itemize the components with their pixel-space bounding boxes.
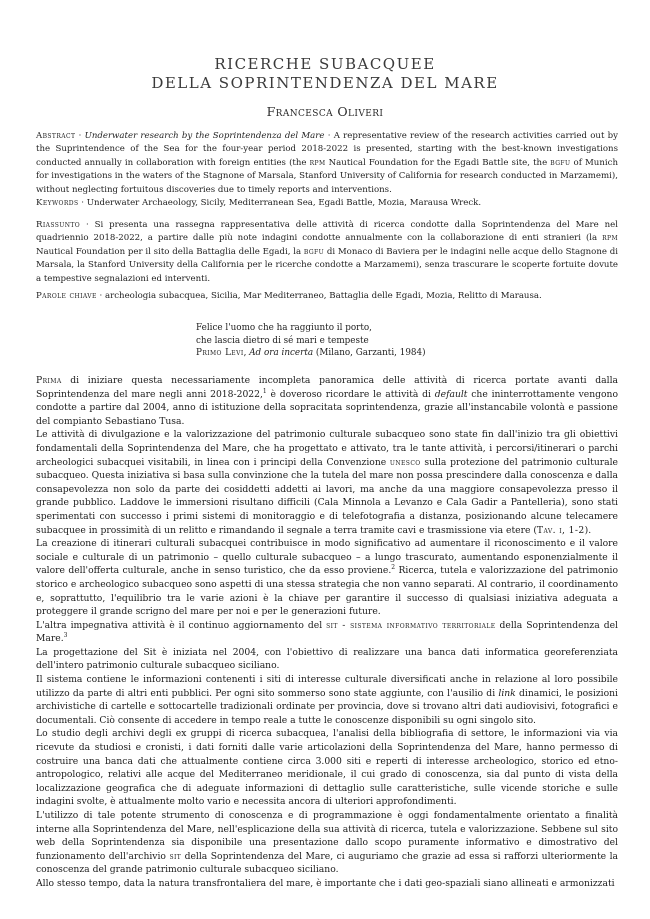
title-line-1: RICERCHE SUBACQUEE <box>214 55 436 73</box>
epigraph-source <box>196 347 596 360</box>
abstract-title: Underwater research by the Soprintendenza del Mare <box>84 131 325 141</box>
abstract-block <box>36 130 618 197</box>
abstract-text-a: · A representative review of the research activities carried out by the Suprintendence of the Sea for the four-year period 2018-2022 is presented, starting with the best-known investigations conducted annually in collaboration with foreign entities (the <box>36 131 618 168</box>
riassunto-rpm: rpm <box>602 233 618 244</box>
riassunto-text-c: di Monaco di Baviera per le indagini nelle acque dello Stagnone di Marsala, la Stanford University della California per le ricerche condotte a Marzamemi), senza trascurare le scoperte fortuite dovute a tempestive segnalazioni ed interventi. <box>36 246 618 284</box>
p6-link: link <box>498 687 516 699</box>
body-text <box>36 374 618 891</box>
p4-b: della Soprintendenza del Mare. <box>36 619 618 645</box>
title-line-2: DELLA SOPRINTENDENZA DEL MARE <box>151 74 499 92</box>
epigraph-line-2: che lascia dietro di sé mari e tempeste <box>196 335 369 346</box>
parole-chiave-text: · archeologia subacquea, Sicilia, Mar Mediterraneo, Battaglia delle Egadi, Mozia, Relitto di Marausa. <box>96 291 542 301</box>
p4-a: L'altra impegnativa attività è il continuo aggiornamento del <box>36 619 327 631</box>
keywords-text: · Underwater Archaeology, Sicily, Mediterranean Sea, Egadi Battle, Mozia, Marausa Wreck. <box>78 198 482 208</box>
paragraph-5: La progettazione del Sit è iniziata nel 2004, con l'obiettivo di realizzare una banca dati informatica georeferenziata dell'intero patrimonio culturale subacqueo siciliano. <box>36 646 618 672</box>
paragraph-7: Lo studio degli archivi degli ex gruppi di ricerca subacquea, l'analisi della bibliografia di settore, le informazioni via via ricevute da studiosi e cronisti, i dati forniti dalle varie articolazioni della Soprintendenza del Mare, hanno permesso di costruire una banca dati che attualmente contiene circa 3.000 siti e reperti di interesse archeologico, storico ed etno-antropologico, relativi alle acque del Mediterraneo meridionale, il cui grado di conoscenza, sia dal punto di vista della localizzazione geografica che di adeguate informazioni di dettaglio sulle caratteristiche, sulle vicende storiche e sulle indagini svolte, è attualmente molto vario e necessita ancora di ulteriori approfondimenti. <box>36 728 618 808</box>
riassunto-text-b: Nautical Foundation per il sito della Battaglia delle Egadi, la <box>36 246 304 257</box>
p3-b: Ricerca, tutela e valorizzazione del patrimonio storico e archeologico subacqueo sono aspetti di una stessa strategia che non vanno separati. Al contrario, il coordinamento e, soprattutto, l'equilibrio tra le varie azioni è la chiave per garantire il successo di qualsiasi iniziativa adeguata a proteggere il grande scrigno del mare per noi e per le generazioni future. <box>36 565 618 618</box>
paragraph-2 <box>36 428 618 537</box>
paragraph-4 <box>36 619 618 646</box>
keywords-label: Keywords <box>36 198 79 208</box>
footnote-ref-1: 1 <box>262 387 267 395</box>
p4-sit: sit - sistema informativo territoriale <box>326 619 496 631</box>
epigraph-line-1: Felice l'uomo che ha raggiunto il porto, <box>196 323 372 333</box>
riassunto-text-a: · Si presenta una rassegna rappresentativa delle attività di ricerca condotte dalla Soprintendenza del Mare nel quadriennio 2018-2022, a partire dalle più note indagini condotte annualmente con la collaborazione di enti stranieri (la <box>36 220 618 244</box>
abstract-sep: · <box>75 131 85 141</box>
epigraph-work: Ad ora incerta <box>249 348 314 358</box>
abstract-bgfu: bgfu <box>550 157 571 168</box>
paragraph-3 <box>36 537 618 619</box>
author-text: Francesca Oliveri <box>266 104 384 119</box>
p2-plate-ref: Tav. i, 1-2 <box>536 524 585 536</box>
paragraph-6 <box>36 673 618 727</box>
abstract-label: Abstract <box>36 131 76 141</box>
p6-b: dinamici, le posizioni archivistiche di cartelle e sottocartelle tradizionali ordinate per provincia, dove si trovano altri dati audiovisivi, fotografici e documentali. Ciò consente di accedere in tempo reale a tutte le conoscenze disponibili su ogni singolo sito. <box>36 687 618 726</box>
footnote-ref-3: 3 <box>63 632 68 640</box>
paragraph-8 <box>36 809 618 877</box>
p1-a: di iniziare questa necessariamente incompleta panoramica delle attività di ricerca portate avanti dalla Soprintendenza del mare negli anni 2018-2022, <box>36 375 618 400</box>
p1-default: default <box>434 388 468 400</box>
p8-a: L'utilizzo di tale potente strumento di conoscenza e di programmazione è oggi fondamentalmente orientato a finalità interne alla Soprintendenza del Mare, nell'esplicazione della sua attività di ricerca, tutela e valorizzazione. Sebbene sul sito web della Soprintendenza sia disponibile una presentazione dallo scopo puramente informativo e dimostrativo del funzionamento dell'archivio <box>36 810 618 862</box>
riassunto-bgfu: bgfu <box>303 246 325 257</box>
p2-c: ). <box>584 524 592 536</box>
riassunto-label: Riassunto <box>36 220 81 230</box>
epigraph-author: Primo Levi <box>196 348 244 358</box>
p1-b: è doveroso ricordare le attività di <box>266 388 435 400</box>
p2-unesco: unesco <box>389 456 421 468</box>
epigraph-pub: (Milano, Garzanti, 1984) <box>313 348 426 358</box>
p8-b: della Soprintendenza del Mare, ci auguriamo che grazie ad essa si rafforzi ulteriormente la conoscenza del grande patrimonio culturale subacqueo siciliano. <box>36 850 618 876</box>
p1-c: che ininterrottamente vengono condotte a partire dal 2004, anno di istituzione della sopracitata soprintendenza, grazie all'instancabile volontà e passione del compianto Sebastiano Tusa. <box>36 388 618 427</box>
paragraph-1 <box>36 374 618 428</box>
p8-sit: sit <box>169 850 182 862</box>
abstract-text-b: Nautical Foundation for the Egadi Battle site, the <box>325 157 551 168</box>
keywords-block <box>36 197 618 210</box>
abstract-rpm: rpm <box>309 157 326 168</box>
lead-word: Prima <box>36 375 62 386</box>
epigraph <box>196 322 596 360</box>
p3-a: La creazione di itinerari culturali subacquei contribuisce in modo significativo ad aumentare il riconoscimento e il valore sociale e culturale di un patrimonio – quello culturale subacqueo – a lungo trascurato, aumentando esponenzialmente il valore dell'offerta culturale, anche in senso turistico, che da esso proviene. <box>36 538 618 577</box>
riassunto-block <box>36 219 618 286</box>
parole-chiave-label: Parole chiave <box>36 291 97 301</box>
paragraph-9: Allo stesso tempo, data la natura transfrontaliera del mare, è importante che i dati geo-spaziali siano allineati e armonizzati <box>36 877 615 889</box>
p2-b: sulla protezione del patrimonio culturale subacqueo. Questa iniziativa si basa sulla convinzione che la tutela del mare non possa prescindere dalla conoscenza e dalla consapevolezza non solo da parte dei cosiddetti addetti ai lavori, ma anche da una maggiore consapevolezza presso il grande pubblico. Laddove le immersioni risultano difficili (Cala Minnola a Levanzo e Cala Gadir a Pantelleria), sono stati sperimentati con successo i primi sistemi di monitoraggio e di telefotografia a distanza, posizionando alcune telecamere subacquee in prossimità di un relitto e rimandando il segnale a terra tramite cavi e trasmissione via etere ( <box>36 456 618 536</box>
author-name <box>0 104 650 119</box>
p6-a: Il sistema contiene le informazioni contenenti i siti di interesse culturale diversificati anche in relazione al loro possibile utilizzo da parte di altri enti pubblici. Per ogni sito sommerso sono state aggiunte, con l'ausilio di <box>36 674 618 699</box>
parole-chiave-block <box>36 290 618 303</box>
footnote-ref-2: 2 <box>391 564 396 572</box>
epigraph-sep: , <box>243 348 250 358</box>
p2-a: Le attività di divulgazione e la valorizzazione del patrimonio culturale subacqueo sono state fin dall'inizio tra gli obiettivi fondamentali della Soprintendenza del Mare, che ha progettato e attivato, tra le tante attività, i percorsi/itinerari o parchi archeologici subacquei visitabili, in linea con i principi della Convenzione <box>36 429 618 468</box>
abstract-text-c: of Munich for investigations in the waters of the Stagnone of Marsala, Stanford University of California for research conducted in Marzamemi), without neglecting fortuitous discoveries due to timely reports and interventions. <box>36 157 618 195</box>
